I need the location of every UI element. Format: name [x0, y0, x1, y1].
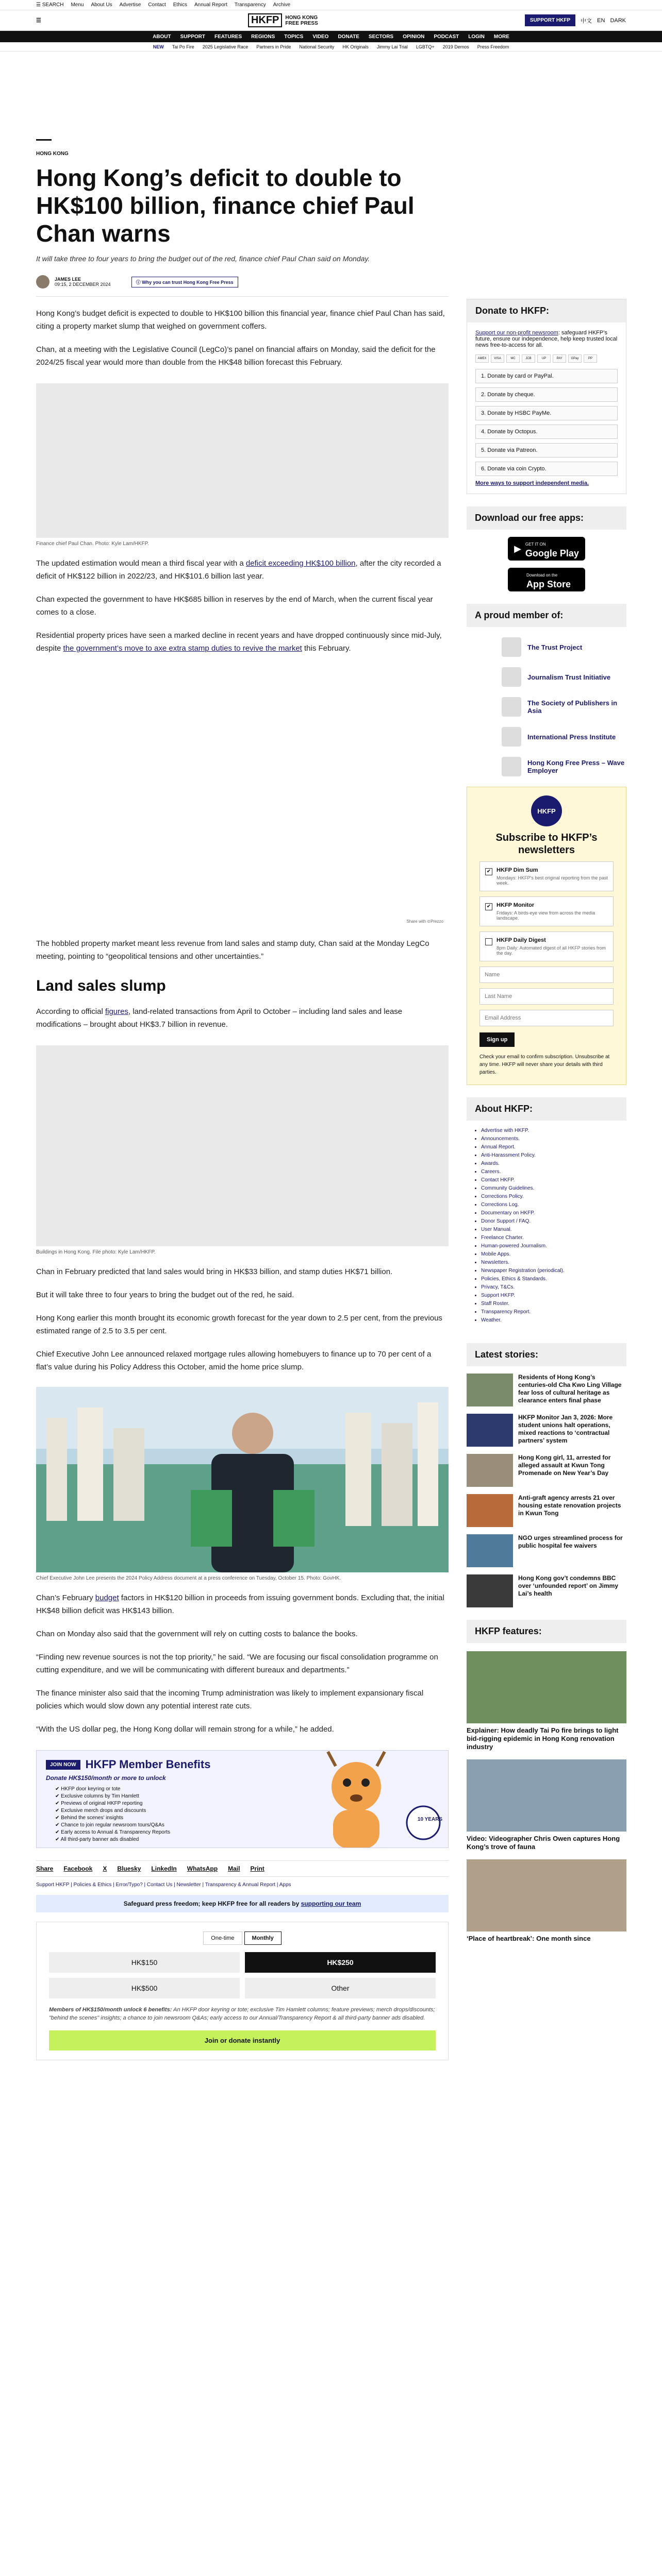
article-footer-links[interactable]: Support HKFP | Policies & Ethics | Error/Typo? | Contact Us | Newsletter | Transparency & Annual Report | Apps: [36, 1882, 291, 1888]
story-title: Residents of Hong Kong’s centuries-old Cha Kwo Ling Village fear loss of cultural heritage as clearance enters final phase: [518, 1374, 622, 1404]
trending-link[interactable]: Jimmy Lai Trial: [376, 44, 408, 49]
member-org[interactable]: Hong Kong Free Press – Wave Employer: [502, 757, 626, 776]
nav-item[interactable]: SECTORS: [368, 33, 394, 40]
donate-panel-body: [467, 323, 626, 494]
donate-options: [475, 369, 618, 476]
story-title: Hong Kong gov’t condemns BBC over ‘unfounded report’ on Jimmy Lai’s health: [518, 1574, 619, 1597]
nav-item[interactable]: ABOUT: [153, 33, 171, 40]
trending-nav: [0, 42, 662, 52]
deficit-link[interactable]: deficit exceeding HK$100 billion: [245, 559, 356, 568]
member-org[interactable]: Journalism Trust Initiative: [502, 667, 626, 687]
donate-panel: [467, 299, 626, 494]
trending-link[interactable]: 2019 Demos: [442, 44, 469, 49]
paypal-icon: PP: [584, 354, 597, 363]
checkbox[interactable]: [485, 938, 492, 945]
paragraph: Hong Kong earlier this month brought its economic growth forecast for the year down to 2.5 per cent, from the previous estimated range of 2.5 to 3.5 per cent.: [36, 1314, 442, 1335]
latest-story[interactable]: [467, 1534, 626, 1567]
image-caption: Buildings in Hong Kong. File photo: Kyle Lam/HKFP.: [36, 1249, 156, 1255]
unionpay-icon: UP: [537, 354, 551, 363]
about-link[interactable]: • Anti-Harassment Policy.: [481, 1151, 618, 1160]
about-panel: [467, 1097, 626, 1331]
newsletter-note: Check your email to confirm subscription. Unsubscribe at any time. HKFP will never share your details with third parties.: [479, 1054, 610, 1075]
paragraph: Chief Executive John Lee announced relaxed mortgage rules allowing homebuyers to finance up to 70 per cent of a flat’s value during his Policy Address this October, amid the home price slump.: [36, 1350, 432, 1371]
feature-story[interactable]: [467, 1859, 626, 1943]
about-link[interactable]: • Transparency Report.: [481, 1308, 618, 1316]
newsletter-option[interactable]: [479, 931, 614, 961]
last-name-field[interactable]: Last Name: [479, 988, 614, 1005]
newsletter-option[interactable]: [479, 861, 614, 891]
frequency-tabs: [49, 1931, 436, 1945]
app-store-label: Download on the App Store: [526, 572, 571, 589]
story-thumbnail: [467, 1414, 513, 1447]
about-link[interactable]: • Mobile Apps.: [481, 1250, 618, 1259]
tab-one-time[interactable]: One-time: [203, 1931, 242, 1945]
visa-icon: VISA: [491, 354, 504, 363]
amount-option[interactable]: HK$150: [49, 1952, 240, 1973]
googlepay-icon: GPay: [568, 354, 582, 363]
paragraph: Chan’s February budget factors in HK$120 billion in proceeds from issuing government bonds. Excluding that, the initial HK$48 billion deficit was HK$143 billion.: [36, 1594, 444, 1615]
member-org[interactable]: International Press Institute: [502, 727, 626, 747]
tab-monthly[interactable]: Monthly: [244, 1931, 282, 1945]
nav-item[interactable]: LOGIN: [468, 33, 485, 40]
story-thumbnail: [467, 1454, 513, 1487]
feature-title: Explainer: How deadly Tai Po fire brings to light bid-rigging epidemic in Hong Kong renovation industry: [467, 1726, 619, 1751]
amount-option[interactable]: HK$500: [49, 1978, 240, 1998]
deer-mascot-illustration: [279, 1751, 449, 1848]
paragraph: “With the US dollar peg, the Hong Kong dollar will remain strong for a while,” he added.: [36, 1725, 334, 1734]
feature-story[interactable]: [467, 1759, 626, 1851]
join-now-badge[interactable]: JOIN NOW: [46, 1760, 80, 1770]
member-benefits-banner[interactable]: [36, 1750, 449, 1848]
search-link[interactable]: ☰ SEARCH: [36, 2, 64, 8]
story-thumbnail: [467, 1534, 513, 1567]
donate-option[interactable]: 2. Donate by cheque.: [475, 387, 618, 402]
newsletter-option[interactable]: [479, 896, 614, 926]
john-lee-photo: [36, 1387, 449, 1572]
feature-image: [467, 1859, 626, 1931]
about-list: [467, 1121, 626, 1331]
member-org[interactable]: The Trust Project: [502, 637, 626, 657]
contact-link[interactable]: Contact: [148, 2, 166, 8]
jti-logo: [502, 667, 521, 687]
donate-intro: Support our non-profit newsroom: safeguard HKFP’s future, ensure our independence, help keep trusted local news free-to-access for all.: [475, 330, 618, 348]
newsletter-logo: HKFP: [531, 795, 562, 826]
transparency-link[interactable]: Transparency: [234, 2, 266, 8]
paragraph: The hobbled property market meant less revenue from land sales and stamp duty, Chan said at the Monday LegCo meeting, pointing to “geopolitical tensions and other uncertainties.”: [36, 939, 429, 961]
ad-slot: [36, 669, 449, 927]
donate-option[interactable]: 3. Donate by HSBC PayMe.: [475, 406, 618, 420]
site-header: [0, 10, 662, 31]
trending-link[interactable]: 2025 Legislative Race: [202, 44, 249, 49]
chinese-link[interactable]: 中文: [581, 18, 592, 24]
top-utility-bar: [0, 0, 662, 10]
publish-date: 09:15, 2 DECEMBER 2024: [55, 282, 111, 287]
trending-link[interactable]: LGBTQ+: [416, 44, 435, 49]
latest-story[interactable]: [467, 1494, 626, 1527]
checkbox-checked[interactable]: ✔: [485, 868, 492, 875]
stamp-duty-link[interactable]: the government’s move to axe extra stamp duties to revive the market: [63, 644, 302, 653]
story-title: NGO urges streamlined process for public hospital fee waivers: [518, 1534, 623, 1549]
about-link[interactable]: • Announcements.: [481, 1135, 618, 1143]
safeguard-banner: Safeguard press freedom; keep HKFP free for all readers by supporting our team: [36, 1895, 449, 1912]
photo-illustration: [36, 1387, 449, 1572]
nav-item[interactable]: SUPPORT: [180, 33, 205, 40]
support-newsroom-link[interactable]: Support our non-profit newsroom: [475, 330, 558, 336]
features-panel: [467, 1620, 626, 1943]
about-link[interactable]: • Corrections Policy.: [481, 1193, 618, 1201]
member-org[interactable]: The Society of Publishers in Asia: [502, 697, 626, 717]
about-link[interactable]: • User Manual.: [481, 1226, 618, 1234]
story-thumbnail: [467, 1374, 513, 1406]
site-logo[interactable]: [248, 13, 318, 27]
paragraph: Chan expected the government to have HK$685 billion in reserves by the end of March, when the current fiscal year comes to a close.: [36, 595, 433, 617]
trending-link[interactable]: Press Freedom: [477, 44, 509, 49]
paragraph: Residential property prices have seen a marked decline in recent years and have dropped continuously since mid-July, despite the government’s move to axe extra stamp duties to revive the market this February.: [36, 631, 442, 653]
amount-other-input[interactable]: Other: [245, 1978, 436, 1998]
app-store-button[interactable]: [508, 568, 585, 591]
nav-item[interactable]: VIDEO: [312, 33, 329, 40]
paragraph: According to official figures, land-related transactions from April to October – including land sales and lease modifications – brought about HK$3.7 billion in revenue.: [36, 1007, 403, 1029]
share-link[interactable]: Share: [36, 1865, 54, 1872]
about-link[interactable]: • Annual Report.: [481, 1143, 618, 1151]
donate-option[interactable]: 6. Donate via coin Crypto.: [475, 462, 618, 476]
ethics-link[interactable]: Ethics: [173, 2, 187, 8]
member-of-title: A proud member of:: [467, 604, 626, 627]
latest-story[interactable]: [467, 1574, 626, 1607]
main-nav: [0, 31, 662, 42]
author-avatar: [36, 275, 49, 289]
byline-text: [55, 277, 111, 287]
trending-link[interactable]: National Security: [299, 44, 335, 49]
member-perks-text: Members of HK$150/month unlock 6 benefits: An HKFP door keyring or tote; exclusive Tim Hamlett columns; feature previews; merch drops/discounts; "behind the scenes" insights; a chance to join newsroom Q&As; early access to our Annual/Transparency Report & all third-party banner ads disabled.: [49, 2007, 435, 2021]
google-play-icon: ▶: [514, 543, 521, 554]
image-caption: Finance chief Paul Chan. Photo: Kyle Lam/HKFP.: [36, 541, 149, 547]
about-link[interactable]: • Human-powered Journalism.: [481, 1242, 618, 1250]
google-play-label: GET IT ON Google Play: [525, 541, 579, 558]
archive-link[interactable]: Archive: [273, 2, 291, 8]
banner-subtitle: Donate HK$150/month or more to unlock: [46, 1774, 166, 1782]
features-title: HKFP features:: [467, 1620, 626, 1643]
sopa-logo: [502, 697, 521, 717]
wave-employer-logo: [502, 757, 521, 776]
donate-widget: [36, 1922, 449, 2060]
new-badge: NEW: [153, 44, 164, 49]
ad-label: Share with ⊙Prezzo: [406, 919, 443, 924]
nav-item[interactable]: MORE: [493, 33, 509, 40]
latest-story[interactable]: [467, 1454, 626, 1487]
whatsapp-share[interactable]: WhatsApp: [187, 1865, 218, 1872]
logo-mark: HKFP: [248, 13, 282, 27]
latest-title: Latest stories:: [467, 1343, 626, 1366]
banner-head: [46, 1758, 210, 1771]
paragraph: Chan in February predicted that land sales would bring in HK$33 billion, and stamp duties HK$71 billion.: [36, 1267, 393, 1276]
about-link[interactable]: About Us: [91, 2, 112, 8]
perk-item: ✔ Exclusive columns by Tim Hamlett: [55, 1793, 139, 1799]
header-left: [36, 17, 41, 24]
dark-mode-toggle[interactable]: DARK: [610, 17, 626, 24]
story-title: HKFP Monitor Jan 3, 2026: More student unions halt operations, mixed reactions to ‘contractual partners’ system: [518, 1414, 613, 1444]
lang-toggle[interactable]: EN: [597, 17, 605, 24]
support-team-link[interactable]: supporting our team: [301, 1900, 361, 1907]
perk-item: ✔ HKFP door keyring or tote: [55, 1786, 121, 1792]
trust-badge[interactable]: ⓘ Why you can trust Hong Kong Free Press: [131, 277, 238, 287]
join-donate-button[interactable]: Join or donate instantly: [49, 2030, 436, 2050]
article-lede: It will take three to four years to bring the budget out of the red, finance chief Paul Chan said on Monday.: [36, 255, 370, 263]
nav-item[interactable]: REGIONS: [251, 33, 275, 40]
linkedin-share[interactable]: LinkedIn: [151, 1865, 177, 1872]
features-list: [467, 1651, 626, 1943]
mail-share[interactable]: Mail: [228, 1865, 240, 1872]
x-share[interactable]: X: [103, 1865, 107, 1872]
about-link[interactable]: • Privacy, T&Cs.: [481, 1283, 618, 1292]
signup-button[interactable]: Sign up: [479, 1032, 515, 1047]
donate-option[interactable]: 1. Donate by card or PayPal.: [475, 369, 618, 383]
paragraph: “Finding new revenue sources is not the top priority,” he said. “We are focusing our fiscal consolidation programme on cutting expenditure, and we will be communicating with different bureaux and departments.”: [36, 1653, 438, 1674]
paragraph: The updated estimation would mean a third fiscal year with a deficit exceeding HK$100 billion, after the city recorded a deficit of HK$122 billion in 2022/23, and HK$101.6 billion last year.: [36, 559, 441, 581]
newsletter-option-text: HKFP Daily Digest 8pm Daily: Automated digest of all HKFP stories from the day.: [496, 937, 606, 956]
support-hkfp-button[interactable]: SUPPORT HKFP: [525, 14, 575, 26]
annual-report-link[interactable]: Annual Report: [194, 2, 227, 8]
donate-option[interactable]: 5. Donate via Patreon.: [475, 443, 618, 457]
nav-item[interactable]: OPINION: [403, 33, 425, 40]
logo-wordmark: HONG KONG FREE PRESS: [285, 14, 318, 26]
more-ways-link[interactable]: More ways to support independent media.: [475, 480, 589, 486]
about-link[interactable]: • Corrections Log.: [481, 1201, 618, 1209]
ten-years-badge: 10 YEARS: [417, 1817, 443, 1822]
donate-title: Donate to HKFP:: [467, 299, 626, 323]
paragraph: Chan on Monday also said that the government will rely on cutting costs to balance the books.: [36, 1630, 358, 1638]
divider: [36, 296, 449, 297]
about-link[interactable]: • Advertise with HKFP.: [481, 1127, 618, 1135]
budget-link[interactable]: budget: [95, 1594, 119, 1602]
newsletter-panel: [467, 787, 626, 1085]
newsletter-title: Subscribe to HKFP’s newsletters: [495, 832, 598, 856]
article-header: [36, 139, 449, 289]
hamburger-icon[interactable]: ☰: [36, 18, 41, 24]
about-title: About HKFP:: [467, 1097, 626, 1121]
about-link[interactable]: • Awards.: [481, 1160, 618, 1168]
latest-story[interactable]: [467, 1374, 626, 1406]
perk-item: ✔ Exclusive merch drops and discounts: [55, 1808, 146, 1814]
about-link[interactable]: • Freelance Charter.: [481, 1234, 618, 1242]
about-link[interactable]: • Newspaper Registration (periodical).: [481, 1267, 618, 1275]
perk-item: ✔ Behind the scenes' insights: [55, 1815, 124, 1821]
author-name[interactable]: JAMES LEE: [55, 277, 81, 282]
about-link[interactable]: • Community Guidelines.: [481, 1184, 618, 1193]
menu-link[interactable]: Menu: [71, 2, 84, 8]
apps-panel: [467, 506, 626, 591]
print-button[interactable]: Print: [250, 1865, 264, 1872]
about-link[interactable]: • Contact HKFP.: [481, 1176, 618, 1184]
story-thumbnail: [467, 1574, 513, 1607]
trending-link[interactable]: Partners in Pride: [256, 44, 291, 49]
perk-item: ✔ Chance to join regular newsroom tours/Q&As: [55, 1822, 164, 1828]
google-play-button[interactable]: [508, 537, 585, 561]
payment-icons: [475, 354, 618, 363]
feature-image: [467, 1759, 626, 1832]
story-title: Hong Kong girl, 11, arrested for alleged assault at Kwun Tong Promenade on New Year’s Day: [518, 1454, 611, 1477]
trending-link[interactable]: Tai Po Fire: [172, 44, 194, 49]
article-body-1: [36, 296, 449, 2060]
newsletter-option-text: HKFP Monitor Fridays: A birds-eye view from across the media landscape.: [496, 902, 595, 921]
section-heading: Land sales slump: [36, 977, 166, 994]
banner-title: HKFP Member Benefits: [85, 1758, 211, 1771]
latest-list: [467, 1374, 626, 1607]
byline: [36, 275, 449, 289]
article-image-placeholder: [36, 1045, 449, 1246]
apps-title: Download our free apps:: [467, 506, 626, 530]
feature-title: Video: Videographer Chris Owen captures Hong Kong’s trove of fauna: [467, 1835, 620, 1851]
share-bar: [36, 1860, 449, 1877]
perk-item: ✔ Early access to Annual & Transparency Reports: [55, 1829, 170, 1835]
about-link[interactable]: • Newsletters.: [481, 1259, 618, 1267]
checkbox-checked[interactable]: ✔: [485, 903, 492, 910]
paragraph: Hong Kong’s budget deficit is expected to double to HK$100 billion this financial year, finance chief Paul Chan has said, citing a property market slump that weighed on government coffers.: [36, 309, 445, 331]
paragraph: The finance minister also said that the incoming Trump administration was likely to implement expansionary fiscal policies which would slow down any potential interest rate cuts.: [36, 1689, 424, 1710]
nav-item[interactable]: TOPICS: [284, 33, 304, 40]
about-link[interactable]: • Careers.: [481, 1168, 618, 1176]
amount-option-selected[interactable]: HK$250: [245, 1952, 436, 1973]
name-field[interactable]: Name: [479, 967, 614, 983]
nav-item[interactable]: PODCAST: [434, 33, 459, 40]
advertise-link[interactable]: Advertise: [119, 2, 141, 8]
about-link[interactable]: • Donor Support / FAQ.: [481, 1217, 618, 1226]
perk-item: ✔ Previews of original HKFP reporting: [55, 1801, 143, 1806]
nav-item[interactable]: DONATE: [338, 33, 359, 40]
about-link[interactable]: • Policies, Ethics & Standards.: [481, 1275, 618, 1283]
story-thumbnail: [467, 1494, 513, 1527]
feature-image: [467, 1651, 626, 1723]
facebook-share[interactable]: Facebook: [63, 1865, 93, 1872]
nav-item[interactable]: FEATURES: [214, 33, 242, 40]
donate-option[interactable]: 4. Donate by Octopus.: [475, 425, 618, 439]
about-link[interactable]: • Staff Roster.: [481, 1300, 618, 1308]
jcb-icon: JCB: [522, 354, 535, 363]
kicker-rule: [36, 139, 52, 141]
bluesky-share[interactable]: Bluesky: [117, 1865, 141, 1872]
sidebar: [467, 299, 626, 1943]
about-link[interactable]: • Documentary on HKFP.: [481, 1209, 618, 1217]
mastercard-icon: MC: [506, 354, 520, 363]
figures-link[interactable]: figures: [105, 1007, 128, 1016]
image-caption: Chief Executive John Lee presents the 2024 Policy Address document at a press conference on Tuesday, October 15. Photo: GovHK.: [36, 1575, 341, 1581]
amount-options: [49, 1952, 436, 1998]
banner-perk-list: [55, 1786, 170, 1843]
trust-project-logo: [502, 637, 521, 657]
ipi-logo: [502, 727, 521, 747]
story-title: Anti-graft agency arrests 21 over housing estate renovation projects in Kwun Tong: [518, 1494, 621, 1517]
latest-panel: [467, 1343, 626, 1607]
article-image-placeholder: [36, 383, 449, 538]
paragraph: Chan, at a meeting with the Legislative Council (LegCo)’s panel on financial affairs on Monday, said the deficit for the 2024/25 fiscal year would more than double from the HK$48 billion forecast this February.: [36, 345, 436, 367]
feature-title: ‘Place of heartbreak’: One month since: [467, 1935, 591, 1942]
newsletter-option-text: HKFP Dim Sum Mondays: HKFP’s best original reporting from the past week.: [496, 867, 608, 886]
about-link[interactable]: • Weather.: [481, 1316, 618, 1325]
about-link[interactable]: • Support HKFP.: [481, 1292, 618, 1300]
latest-story[interactable]: [467, 1414, 626, 1447]
applepay-icon: PAY: [553, 354, 566, 363]
article-kicker[interactable]: HONG KONG: [36, 151, 69, 157]
feature-story[interactable]: [467, 1651, 626, 1751]
article-title: Hong Kong’s deficit to double to HK$100 billion, finance chief Paul Chan warns: [36, 164, 415, 247]
trending-link[interactable]: HK Originals: [342, 44, 369, 49]
email-field[interactable]: Email Address: [479, 1010, 614, 1026]
amex-icon: AMEX: [475, 354, 489, 363]
paragraph: But it will take three to four years to bring the budget out of the red, he said.: [36, 1291, 294, 1299]
member-of-panel: [467, 604, 626, 776]
perk-item: ✔ All third-party banner ads disabled: [55, 1837, 139, 1842]
header-right: [525, 14, 626, 26]
